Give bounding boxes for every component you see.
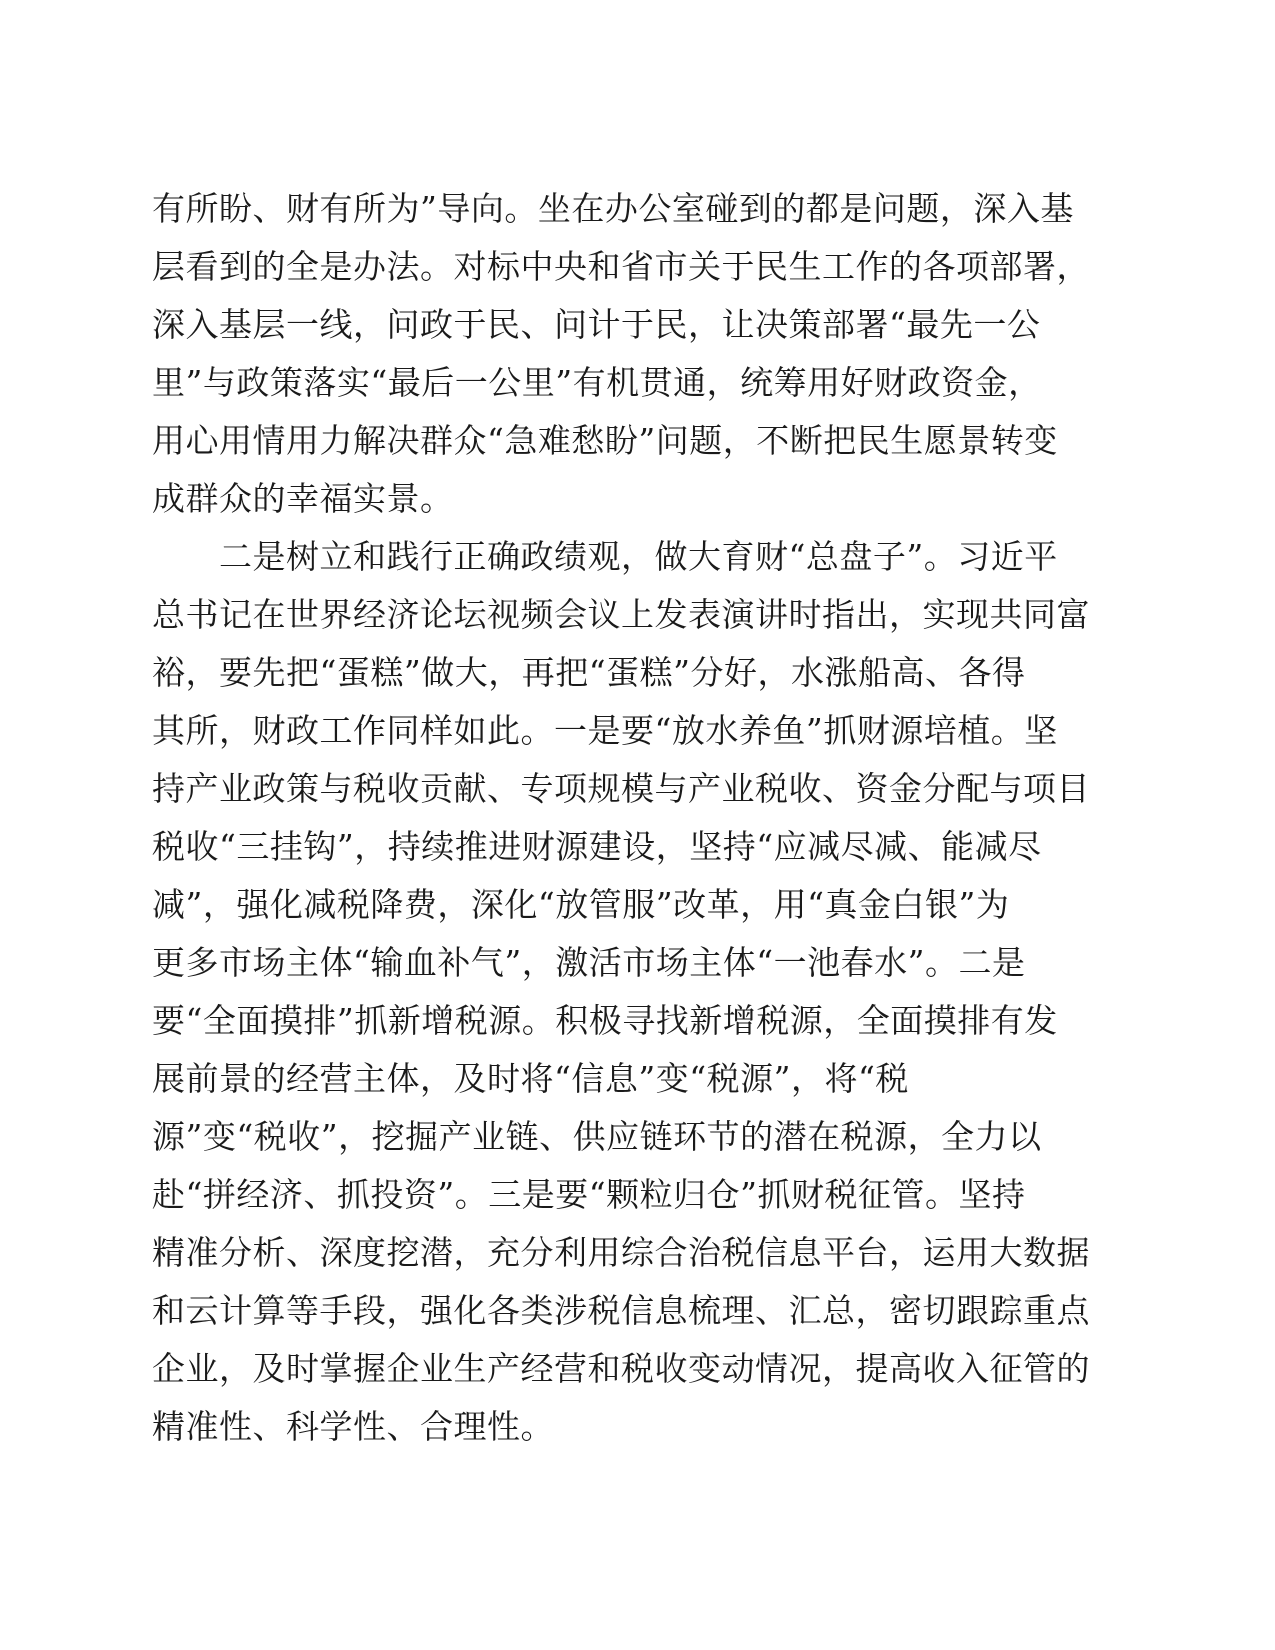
text-line: 层看到的全是办法。对标中央和省市关于民生工作的各项部署，: [152, 247, 1090, 286]
text-line: 减”，强化减税降费，深化“放管服”改革，用“真金白银”为: [152, 885, 1010, 924]
text-line: 用心用情用力解决群众“急难愁盼”问题，不断把民生愿景转变: [152, 421, 1058, 460]
text-line: 税收“三挂钩”，持续推进财源建设，坚持“应减尽减、能减尽: [152, 827, 1042, 866]
text-line: 要“全面摸排”抓新增税源。积极寻找新增税源，全面摸排有发: [152, 1001, 1058, 1040]
body-text: [152, 180, 1090, 1456]
text-line: 二是树立和践行正确政绩观，做大育财“总盘子”。习近平: [152, 537, 1058, 576]
text-line: 成群众的幸福实景。: [152, 479, 454, 518]
paragraph-2: [152, 528, 1090, 1456]
text-line: 精准性、科学性、合理性。: [152, 1407, 554, 1446]
text-line: 精准分析、深度挖潜，充分利用综合治税信息平台，运用大数据: [152, 1233, 1090, 1272]
text-line: 企业，及时掌握企业生产经营和税收变动情况，提高收入征管的: [152, 1349, 1090, 1388]
text-line: 展前景的经营主体，及时将“信息”变“税源”，将“税: [152, 1059, 909, 1098]
text-line: 深入基层一线，问政于民、问计于民，让决策部署“最先一公: [152, 305, 1041, 344]
text-line: 源”变“税收”，挖掘产业链、供应链环节的潜在税源，全力以: [152, 1117, 1042, 1156]
text-line: 有所盼、财有所为”导向。坐在办公室碰到的都是问题，深入基: [152, 189, 1074, 228]
text-line: 总书记在世界经济论坛视频会议上发表演讲时指出，实现共同富: [152, 595, 1090, 634]
text-line: 赴“拼经济、抓投资”。三是要“颗粒归仓”抓财税征管。坚持: [152, 1175, 1026, 1214]
text-line: 更多市场主体“输血补气”，激活市场主体“一池春水”。二是: [152, 943, 1026, 982]
text-line: 里”与政策落实“最后一公里”有机贯通，统筹用好财政资金，: [152, 363, 1042, 402]
text-line: 其所，财政工作同样如此。一是要“放水养鱼”抓财源培植。坚: [152, 711, 1058, 750]
text-line: 和云计算等手段，强化各类涉税信息梳理、汇总，密切跟踪重点: [152, 1291, 1090, 1330]
text-line: 裕，要先把“蛋糕”做大，再把“蛋糕”分好，水涨船高、各得: [152, 653, 1026, 692]
text-line: 持产业政策与税收贡献、专项规模与产业税收、资金分配与项目: [152, 769, 1090, 808]
paragraph-1: [152, 180, 1090, 528]
